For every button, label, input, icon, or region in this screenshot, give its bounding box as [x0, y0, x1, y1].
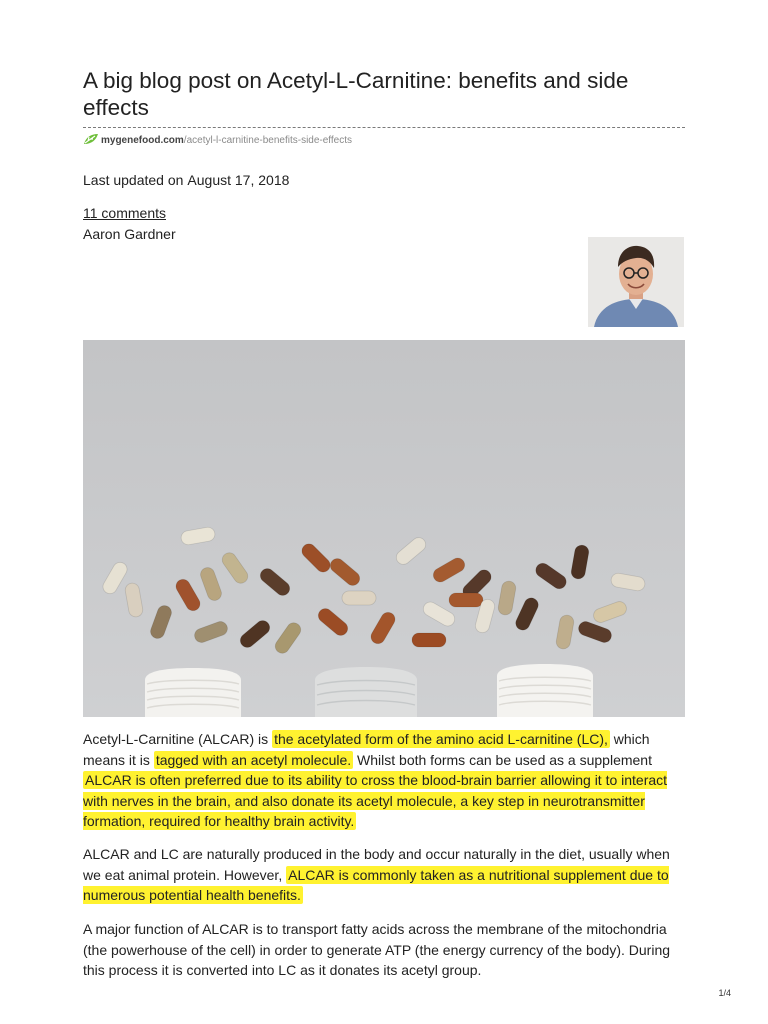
p2-text-1: ALCAR and LC are naturally produced in the body and occur naturally in the diet, usually when we eat animal protein. However, [83, 846, 670, 883]
p1-text-1: Acetyl-L-Carnitine (ALCAR) is [83, 731, 273, 747]
p1-highlight-2: tagged with an acetyl molecule. [155, 751, 352, 768]
author-portrait-image [588, 237, 684, 327]
capsules-image [83, 340, 685, 717]
updated-label: Last updated on [83, 172, 184, 188]
last-updated [83, 171, 289, 189]
capsules-photo [83, 340, 685, 717]
paragraph-fatty-acid-transport [83, 919, 688, 981]
p1-highlight-1: the acetylated form of the amino acid L-carnitine (LC), [274, 731, 608, 747]
comments-link[interactable]: 11 comments [83, 205, 166, 221]
source-path: /acetyl-l-carnitine-benefits-side-effects [183, 135, 353, 146]
p1-highlight-3: ALCAR is often preferred due to its ability to cross the blood-brain barrier allowing it to interact with nerves in the brain, and also donate its acetyl molecule, a key step in neurotransmitter formation, required for healthy brain activity. [83, 772, 668, 829]
paragraph-natural-production [83, 844, 688, 906]
title-divider [83, 127, 685, 128]
jars [145, 664, 593, 717]
page-number: 1/4 [718, 988, 731, 998]
updated-date: August 17, 2018 [187, 172, 290, 188]
p1-text-3: Whilst both forms can be used as a supplement [353, 751, 652, 768]
author-photo [588, 237, 684, 327]
leaf-logo-icon [83, 133, 99, 145]
paragraph-alcar-intro [83, 729, 688, 832]
p2-highlight-1: ALCAR is commonly taken as a nutritional supplement due to numerous potential health benefits. [83, 866, 669, 903]
source-url[interactable] [83, 133, 352, 149]
source-domain: mygenefood.com [101, 135, 184, 146]
p3-text-1: A major function of ALCAR is to transport fatty acids across the membrane of the mitochondria (the powerhouse of the cell) in order to generate ATP (the energy currency of the body). During this process it is converted into LC as it donates its acetyl group. [83, 921, 671, 978]
author-name: Aaron Gardner [83, 226, 176, 242]
article-title: A big blog post on Acetyl-L-Carnitine: benefits and side effects [83, 68, 629, 120]
p1-text-2: which means it is [83, 731, 650, 768]
